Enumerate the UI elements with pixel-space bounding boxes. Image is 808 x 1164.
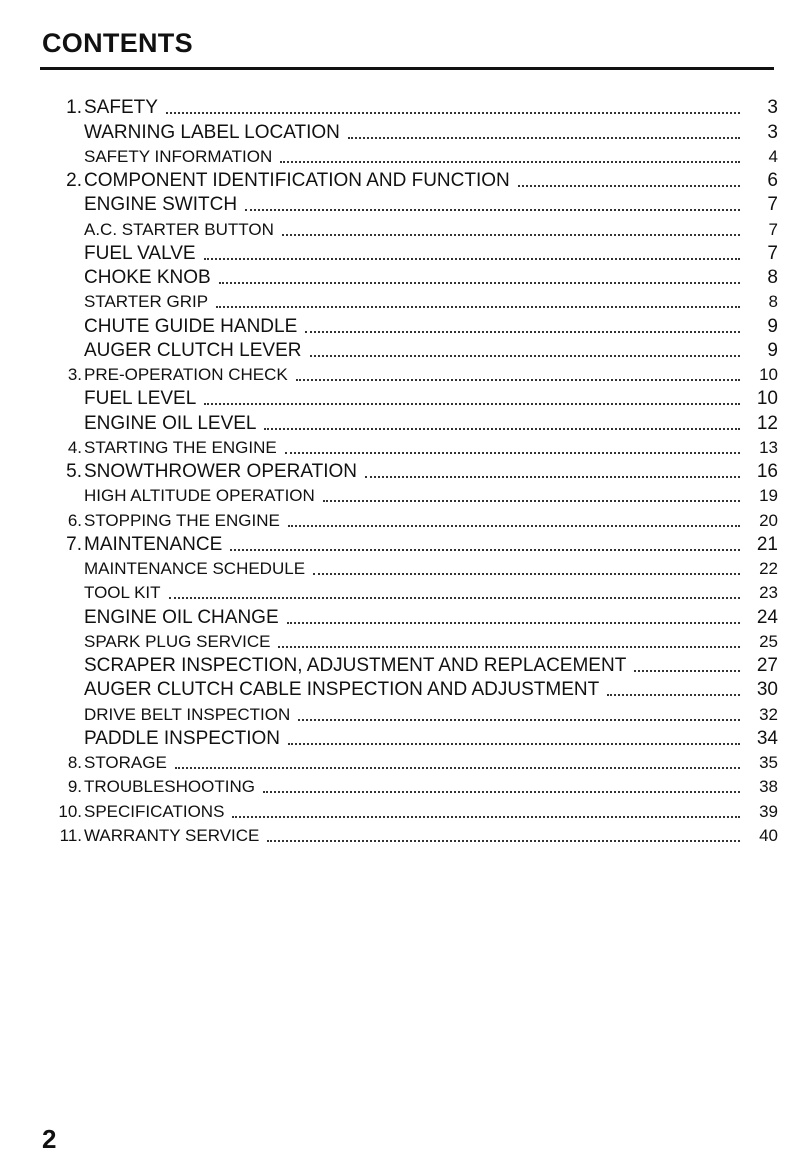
- toc-entry-number: 9.: [67, 777, 82, 797]
- toc-entry-label: WARRANTY SERVICE: [84, 825, 260, 845]
- dot-leader: [298, 718, 740, 721]
- dot-leader: [310, 354, 741, 357]
- toc-entry-component-identification[interactable]: [40, 168, 778, 192]
- toc-entry-label: STARTING THE ENGINE: [84, 437, 277, 457]
- toc-entry-label: CHUTE GUIDE HANDLE: [84, 315, 298, 337]
- toc-entry-number: 11.: [59, 825, 82, 845]
- toc-entry-label: SNOWTHROWER OPERATION: [84, 461, 358, 482]
- toc-entry-label: ENGINE OIL CHANGE: [84, 606, 279, 628]
- dot-leader: [518, 184, 740, 187]
- toc-entry-label: CHOKE KNOB: [84, 267, 211, 288]
- dot-leader: [175, 766, 740, 769]
- toc-entry-page: 9: [767, 339, 778, 361]
- toc-entry-label: PADDLE INSPECTION: [84, 727, 281, 749]
- toc-entry-label: FUEL LEVEL: [84, 388, 197, 410]
- toc-entry-page: 34: [756, 727, 778, 749]
- toc-entry-page: 35: [759, 753, 778, 772]
- toc-entry-ac-starter-button[interactable]: [40, 216, 778, 240]
- toc-entry-page: 7: [767, 242, 778, 264]
- toc-entry-label: AUGER CLUTCH LEVER: [84, 339, 302, 361]
- page-title: CONTENTS: [42, 28, 193, 58]
- toc-entry-warning-label-location[interactable]: [40, 119, 778, 143]
- toc-entry-label: ENGINE OIL LEVEL: [84, 412, 257, 434]
- dot-leader: [245, 208, 740, 211]
- toc-entry-auger-clutch-lever[interactable]: [40, 338, 778, 362]
- toc-entry-choke-knob[interactable]: [40, 265, 778, 289]
- dot-leader: [267, 839, 740, 842]
- toc-entry-page: 4: [768, 146, 778, 166]
- toc-entry-page: 12: [756, 412, 778, 434]
- dot-leader: [169, 596, 740, 599]
- toc-entry-label: COMPONENT IDENTIFICATION AND FUNCTION: [84, 170, 510, 191]
- dot-leader: [219, 281, 740, 284]
- toc-entry-page: 7: [767, 194, 778, 216]
- dot-leader: [365, 475, 740, 478]
- dot-leader: [166, 111, 740, 114]
- dot-leader: [305, 330, 740, 333]
- dot-leader: [263, 790, 740, 793]
- toc-entry-page: 10: [756, 388, 778, 410]
- toc-entry-page: 40: [759, 825, 778, 845]
- toc-entry-page: 6: [767, 170, 778, 191]
- toc-entry-page: 24: [756, 606, 778, 628]
- toc-entry-page: 23: [759, 583, 778, 603]
- dot-leader: [204, 402, 740, 405]
- dot-leader: [282, 233, 740, 236]
- dot-leader: [230, 548, 740, 551]
- toc-entry-label: TOOL KIT: [84, 583, 161, 603]
- dot-leader: [280, 160, 740, 163]
- toc-entry-label: SAFETY: [84, 97, 158, 119]
- toc-entry-page: 19: [759, 486, 778, 506]
- toc-entry-number: 1.: [66, 97, 82, 119]
- toc-entry-safety-information[interactable]: [40, 144, 778, 168]
- dot-leader: [634, 669, 740, 672]
- toc-entry-number: 10.: [58, 801, 82, 821]
- toc-entry-label: STOPPING THE ENGINE: [84, 510, 280, 530]
- toc-entry-page: 10: [759, 365, 778, 384]
- toc-entry-label: SCRAPER INSPECTION, ADJUSTMENT AND REPLACEMENT: [84, 655, 627, 676]
- toc-entry-maintenance-schedule[interactable]: [40, 556, 778, 580]
- toc-entry-label: FUEL VALVE: [84, 242, 196, 264]
- toc-entry-number: 6.: [67, 510, 82, 530]
- toc-entry-engine-switch[interactable]: [40, 192, 778, 216]
- title-divider: [40, 67, 774, 70]
- table-of-contents: [40, 95, 778, 847]
- toc-entry-label: HIGH ALTITUDE OPERATION: [84, 486, 315, 506]
- toc-entry-page: 9: [767, 315, 778, 337]
- toc-entry-engine-oil-change[interactable]: [40, 604, 778, 628]
- toc-entry-label: DRIVE BELT INSPECTION: [84, 704, 291, 724]
- toc-entry-spark-plug-service[interactable]: [40, 629, 778, 653]
- toc-entry-number: 4.: [67, 437, 82, 457]
- toc-entry-page: 30: [756, 679, 778, 701]
- dot-leader: [323, 499, 740, 502]
- toc-entry-page: 27: [756, 655, 778, 676]
- toc-entry-starting-the-engine[interactable]: [40, 435, 778, 459]
- toc-entry-page: 25: [759, 631, 778, 651]
- toc-entry-page: 20: [759, 510, 778, 530]
- toc-entry-specifications[interactable]: [40, 798, 778, 822]
- toc-entry-number: 7.: [66, 533, 82, 555]
- toc-entry-label: PRE-OPERATION CHECK: [84, 365, 288, 384]
- toc-entry-page: 13: [759, 437, 778, 457]
- toc-entry-label: SPARK PLUG SERVICE: [84, 631, 271, 651]
- dot-leader: [296, 378, 740, 381]
- toc-entry-label: ENGINE SWITCH: [84, 194, 238, 216]
- toc-entry-label: MAINTENANCE: [84, 533, 223, 555]
- dot-leader: [278, 645, 740, 648]
- toc-entry-maintenance[interactable]: [40, 532, 778, 556]
- toc-entry-page: 22: [759, 559, 778, 578]
- toc-entry-page: 8: [768, 292, 778, 312]
- toc-entry-label: SPECIFICATIONS: [84, 801, 225, 821]
- toc-entry-engine-oil-level[interactable]: [40, 410, 778, 434]
- dot-leader: [232, 815, 740, 818]
- toc-entry-pre-operation-check[interactable]: [40, 362, 778, 386]
- toc-entry-fuel-level[interactable]: [40, 386, 778, 410]
- toc-entry-page: 16: [756, 461, 778, 482]
- toc-entry-paddle-inspection[interactable]: [40, 726, 778, 750]
- toc-entry-starter-grip[interactable]: [40, 289, 778, 313]
- toc-entry-high-altitude-operation[interactable]: [40, 483, 778, 507]
- toc-entry-page: 8: [767, 267, 778, 288]
- toc-entry-number: 3.: [67, 365, 82, 384]
- toc-entry-label: MAINTENANCE SCHEDULE: [84, 559, 306, 578]
- dot-leader: [216, 305, 740, 308]
- toc-entry-storage[interactable]: [40, 750, 778, 774]
- toc-entry-fuel-valve[interactable]: [40, 241, 778, 265]
- dot-leader: [288, 742, 740, 745]
- toc-entry-label: STORAGE: [84, 753, 167, 772]
- toc-entry-safety[interactable]: [40, 95, 778, 119]
- toc-entry-page: 7: [768, 219, 778, 239]
- toc-entry-label: STARTER GRIP: [84, 292, 209, 312]
- toc-entry-troubleshooting[interactable]: [40, 774, 778, 798]
- toc-entry-number: 8.: [67, 753, 82, 772]
- dot-leader: [285, 451, 740, 454]
- dot-leader: [313, 572, 740, 575]
- toc-entry-number: 2.: [66, 170, 82, 191]
- page-number: 2: [42, 1124, 57, 1154]
- dot-leader: [348, 136, 740, 139]
- toc-entry-label: WARNING LABEL LOCATION: [84, 121, 340, 143]
- toc-entry-tool-kit[interactable]: [40, 580, 778, 604]
- toc-entry-page: 3: [767, 97, 778, 119]
- toc-entry-drive-belt-inspection[interactable]: [40, 701, 778, 725]
- dot-leader: [287, 621, 740, 624]
- toc-entry-chute-guide-handle[interactable]: [40, 313, 778, 337]
- toc-entry-label: AUGER CLUTCH CABLE INSPECTION AND ADJUSTMENT: [84, 679, 600, 701]
- toc-entry-page: 39: [759, 801, 778, 821]
- toc-entry-page: 32: [759, 704, 778, 724]
- toc-entry-stopping-the-engine[interactable]: [40, 507, 778, 531]
- dot-leader: [264, 427, 740, 430]
- toc-entry-auger-clutch-cable[interactable]: [40, 677, 778, 701]
- toc-entry-label: TROUBLESHOOTING: [84, 777, 255, 797]
- toc-entry-scraper-inspection[interactable]: [40, 653, 778, 677]
- toc-entry-label: SAFETY INFORMATION: [84, 146, 273, 166]
- toc-entry-warranty-service[interactable]: [40, 823, 778, 847]
- toc-entry-page: 3: [767, 121, 778, 143]
- toc-entry-number: 5.: [66, 461, 82, 482]
- dot-leader: [607, 693, 740, 696]
- dot-leader: [204, 257, 740, 260]
- toc-entry-page: 21: [756, 533, 778, 555]
- toc-entry-page: 38: [759, 777, 778, 797]
- toc-entry-snowthrower-operation[interactable]: [40, 459, 778, 483]
- dot-leader: [288, 524, 740, 527]
- toc-entry-label: A.C. STARTER BUTTON: [84, 219, 274, 239]
